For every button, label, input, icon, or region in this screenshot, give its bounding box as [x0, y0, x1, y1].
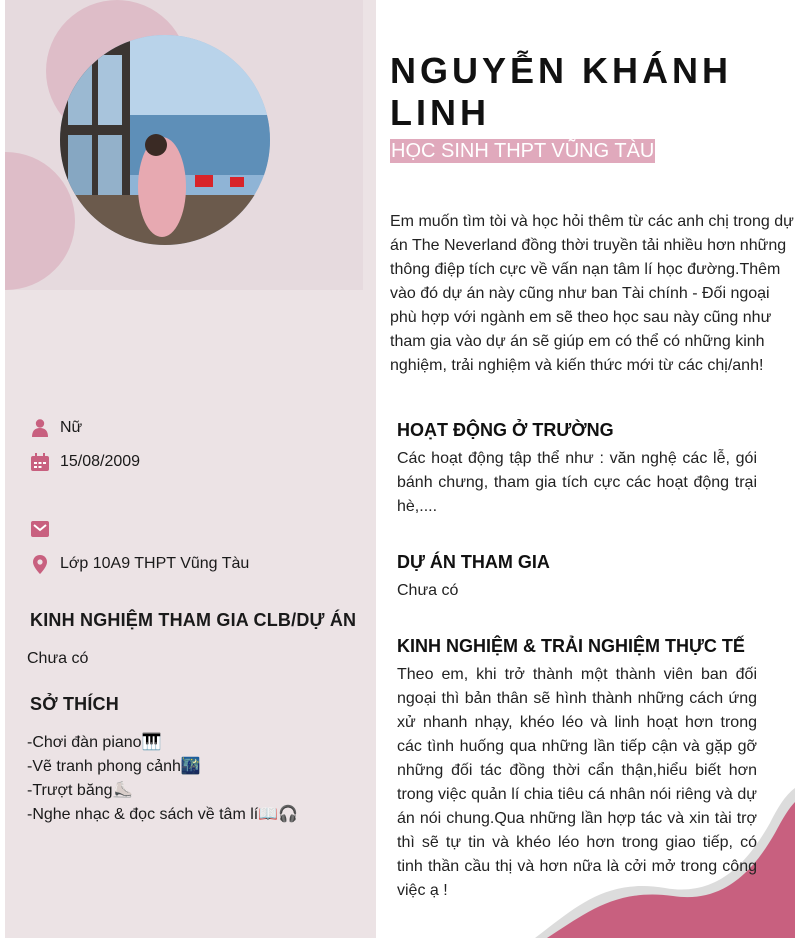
page-title: NGUYỄN KHÁNH LINH: [390, 50, 733, 133]
hobbies-list: [27, 731, 298, 827]
birthday-row: [30, 452, 140, 472]
address-row: [30, 554, 249, 574]
hobbies-section-title: SỞ THÍCH: [30, 694, 119, 714]
experience-text: Theo em, khi trở thành một thành viên ban đối ngoại thì bản thân sẽ hình thành những cách ứng xử nhanh nhạy, khéo léo và linh hoạt hơn trong các tình huống qua những lần tiếp cận và gặp gỡ những đối tác đồng thời cẩn thận,hiểu biết hơn trong việc quản lí chia tiêu cá nhân nói riêng và dự án nói chung.Qua những lần hợp tác và xin tài trợ thì sẽ tự tin và khéo léo hơn trong giao tiếp, có tinh thần cầu thị và hơn nữa là cởi mở trong công việc ạ !: [397, 666, 757, 899]
experience-title: KINH NGHIỆM & TRẢI NGHIỆM THỰC TẾ: [397, 636, 745, 656]
club-section-title: KINH NGHIỆM THAM GIA CLB/DỰ ÁN: [30, 610, 357, 630]
mail-icon: [30, 519, 50, 539]
projects-title: DỰ ÁN THAM GIA: [397, 552, 550, 572]
club-section-text: Chưa có: [27, 650, 89, 667]
list-item: -Nghe nhạc & đọc sách về tâm lí📖🎧: [27, 806, 299, 823]
projects-text: Chưa có: [397, 582, 459, 599]
gender-text: Nữ: [60, 419, 83, 436]
list-item: -Vẽ tranh phong cảnh🌃: [27, 758, 201, 775]
calendar-icon: [30, 452, 50, 472]
address-text: Lớp 10A9 THPT Vũng Tàu: [60, 555, 250, 572]
location-pin-icon: [30, 554, 50, 574]
gender-row: [30, 418, 82, 438]
list-item: -Chơi đàn piano🎹: [27, 734, 162, 751]
school-activities-title: HOẠT ĐỘNG Ở TRƯỜNG: [397, 420, 614, 440]
school-activities-text: Các hoạt động tập thể như : văn nghệ các lễ, gói bánh chưng, tham gia tích cực các hoạt động trại hè,....: [397, 450, 757, 515]
person-icon: [30, 418, 50, 438]
email-row: [30, 519, 60, 539]
profile-photo: [60, 35, 270, 245]
intro-paragraph: Em muốn tìm tòi và học hỏi thêm từ các anh chị trong dự án The Neverland đồng thời truyền tải nhiều hơn những thông điệp tích cực về vấn nạn tâm lí học đường.Thêm vào đó dự án này cũng như ban Tài chính - Đối ngoại phù hợp với ngành em sẽ theo học sau này cũng như tham gia vào dự án sẽ giúp em có thể có những kinh nghiệm, trải nghiệm và kiến thức mới từ các chị/anh!: [390, 213, 794, 374]
birthday-text: 15/08/2009: [60, 453, 141, 470]
role-badge: HỌC SINH THPT VŨNG TÀU: [391, 140, 655, 162]
left-panel: [5, 0, 376, 938]
list-item: -Trượt băng⛸️: [27, 782, 133, 799]
